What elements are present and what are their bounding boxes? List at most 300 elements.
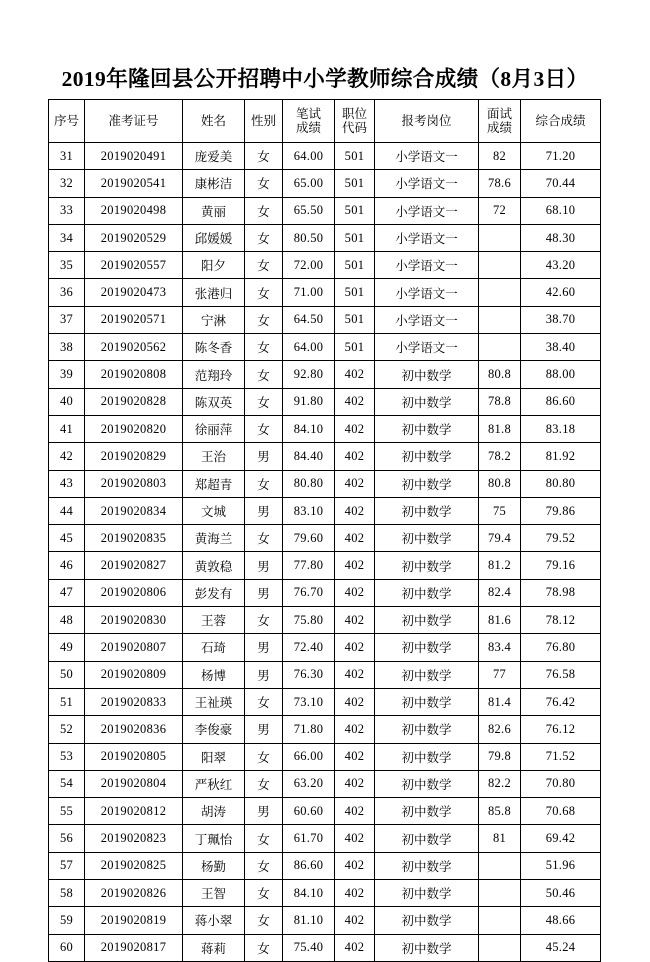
results-table-container [48, 99, 600, 962]
cell-written: 64.00 [283, 334, 335, 361]
cell-code: 501 [335, 306, 375, 333]
column-header-line: 报考岗位 [401, 113, 452, 128]
cell-name: 陈冬香 [183, 334, 245, 361]
cell-total: 38.40 [521, 334, 601, 361]
cell-total: 68.10 [521, 197, 601, 224]
column-header-line: 综合成绩 [535, 113, 586, 128]
cell-ticket: 2019020830 [85, 607, 183, 634]
cell-inter: 82.2 [479, 770, 521, 797]
cell-gender: 男 [245, 443, 283, 470]
cell-name: 徐丽萍 [183, 415, 245, 442]
cell-written: 71.00 [283, 279, 335, 306]
cell-post: 小学语文一 [375, 224, 479, 251]
cell-ticket: 2019020812 [85, 798, 183, 825]
cell-gender: 女 [245, 770, 283, 797]
cell-code: 402 [335, 825, 375, 852]
cell-seq: 44 [49, 497, 85, 524]
cell-inter: 82 [479, 143, 521, 170]
cell-post: 初中数学 [375, 607, 479, 634]
cell-code: 402 [335, 661, 375, 688]
cell-gender: 女 [245, 934, 283, 961]
table-row [49, 170, 601, 197]
cell-post: 初中数学 [375, 579, 479, 606]
cell-ticket: 2019020827 [85, 552, 183, 579]
cell-written: 79.60 [283, 525, 335, 552]
cell-post: 初中数学 [375, 825, 479, 852]
table-row [49, 825, 601, 852]
cell-inter [479, 252, 521, 279]
cell-seq: 55 [49, 798, 85, 825]
cell-code: 402 [335, 525, 375, 552]
cell-inter: 80.8 [479, 470, 521, 497]
cell-code: 402 [335, 470, 375, 497]
cell-name: 庞爱美 [183, 143, 245, 170]
cell-post: 小学语文一 [375, 279, 479, 306]
cell-post: 初中数学 [375, 497, 479, 524]
cell-written: 83.10 [283, 497, 335, 524]
cell-written: 64.50 [283, 306, 335, 333]
cell-code: 402 [335, 607, 375, 634]
cell-seq: 35 [49, 252, 85, 279]
cell-ticket: 2019020823 [85, 825, 183, 852]
cell-gender: 女 [245, 525, 283, 552]
cell-written: 91.80 [283, 388, 335, 415]
cell-post: 初中数学 [375, 388, 479, 415]
cell-ticket: 2019020833 [85, 688, 183, 715]
cell-post: 初中数学 [375, 716, 479, 743]
cell-seq: 59 [49, 907, 85, 934]
cell-total: 81.92 [521, 443, 601, 470]
table-row [49, 743, 601, 770]
cell-code: 402 [335, 552, 375, 579]
cell-gender: 男 [245, 661, 283, 688]
cell-total: 70.68 [521, 798, 601, 825]
cell-name: 阳翠 [183, 743, 245, 770]
cell-ticket: 2019020820 [85, 415, 183, 442]
cell-written: 72.00 [283, 252, 335, 279]
cell-inter: 77 [479, 661, 521, 688]
cell-inter: 81 [479, 825, 521, 852]
table-row [49, 388, 601, 415]
table-row [49, 716, 601, 743]
table-row [49, 197, 601, 224]
cell-written: 71.80 [283, 716, 335, 743]
table-row [49, 252, 601, 279]
cell-ticket: 2019020828 [85, 388, 183, 415]
column-header-gender [245, 100, 283, 143]
cell-post: 初中数学 [375, 743, 479, 770]
cell-code: 501 [335, 252, 375, 279]
table-row [49, 470, 601, 497]
cell-gender: 男 [245, 798, 283, 825]
cell-inter: 82.4 [479, 579, 521, 606]
cell-name: 王蓉 [183, 607, 245, 634]
cell-seq: 36 [49, 279, 85, 306]
cell-name: 王治 [183, 443, 245, 470]
cell-inter: 81.6 [479, 607, 521, 634]
cell-total: 71.52 [521, 743, 601, 770]
cell-post: 初中数学 [375, 470, 479, 497]
cell-post: 初中数学 [375, 415, 479, 442]
cell-ticket: 2019020541 [85, 170, 183, 197]
cell-ticket: 2019020562 [85, 334, 183, 361]
cell-inter: 78.6 [479, 170, 521, 197]
cell-post: 小学语文一 [375, 306, 479, 333]
cell-seq: 38 [49, 334, 85, 361]
column-header-total [521, 100, 601, 143]
cell-total: 76.42 [521, 688, 601, 715]
cell-seq: 53 [49, 743, 85, 770]
cell-inter: 80.8 [479, 361, 521, 388]
column-header-line: 职位 [341, 106, 367, 121]
cell-total: 76.80 [521, 634, 601, 661]
cell-gender: 女 [245, 415, 283, 442]
cell-gender: 女 [245, 388, 283, 415]
cell-total: 79.52 [521, 525, 601, 552]
cell-code: 402 [335, 770, 375, 797]
cell-seq: 43 [49, 470, 85, 497]
column-header-post [375, 100, 479, 143]
table-row [49, 634, 601, 661]
cell-code: 402 [335, 716, 375, 743]
cell-inter [479, 907, 521, 934]
cell-total: 71.20 [521, 143, 601, 170]
cell-gender: 女 [245, 306, 283, 333]
cell-name: 阳夕 [183, 252, 245, 279]
cell-gender: 女 [245, 279, 283, 306]
cell-name: 陈双英 [183, 388, 245, 415]
cell-ticket: 2019020803 [85, 470, 183, 497]
cell-code: 501 [335, 224, 375, 251]
cell-post: 小学语文一 [375, 252, 479, 279]
cell-ticket: 2019020529 [85, 224, 183, 251]
column-header-line: 面试 [486, 106, 512, 121]
cell-total: 50.46 [521, 880, 601, 907]
cell-name: 黄敦稳 [183, 552, 245, 579]
cell-written: 66.00 [283, 743, 335, 770]
table-row [49, 798, 601, 825]
table-row [49, 934, 601, 961]
cell-seq: 56 [49, 825, 85, 852]
column-header-line: 姓名 [200, 113, 226, 128]
cell-seq: 33 [49, 197, 85, 224]
cell-gender: 男 [245, 716, 283, 743]
cell-inter: 83.4 [479, 634, 521, 661]
cell-post: 小学语文一 [375, 143, 479, 170]
cell-post: 小学语文一 [375, 170, 479, 197]
table-row [49, 525, 601, 552]
column-header-inter [479, 100, 521, 143]
cell-gender: 女 [245, 825, 283, 852]
column-header-written [283, 100, 335, 143]
cell-ticket: 2019020829 [85, 443, 183, 470]
cell-written: 86.60 [283, 852, 335, 879]
cell-ticket: 2019020825 [85, 852, 183, 879]
cell-name: 郑超青 [183, 470, 245, 497]
table-row [49, 688, 601, 715]
column-header-seq [49, 100, 85, 143]
table-header-row [49, 100, 601, 143]
cell-total: 38.70 [521, 306, 601, 333]
table-row [49, 443, 601, 470]
cell-inter: 81.8 [479, 415, 521, 442]
cell-ticket: 2019020571 [85, 306, 183, 333]
cell-written: 65.50 [283, 197, 335, 224]
cell-gender: 男 [245, 634, 283, 661]
cell-post: 初中数学 [375, 552, 479, 579]
cell-inter: 78.8 [479, 388, 521, 415]
cell-inter [479, 334, 521, 361]
cell-seq: 47 [49, 579, 85, 606]
table-row [49, 661, 601, 688]
cell-written: 80.80 [283, 470, 335, 497]
cell-total: 69.42 [521, 825, 601, 852]
column-header-line: 成绩 [486, 121, 512, 135]
cell-name: 范翔玲 [183, 361, 245, 388]
cell-code: 402 [335, 934, 375, 961]
table-row [49, 497, 601, 524]
cell-ticket: 2019020809 [85, 661, 183, 688]
column-header-line: 成绩 [295, 121, 321, 135]
cell-seq: 48 [49, 607, 85, 634]
cell-gender: 女 [245, 143, 283, 170]
cell-written: 72.40 [283, 634, 335, 661]
cell-code: 501 [335, 170, 375, 197]
cell-post: 小学语文一 [375, 334, 479, 361]
table-row [49, 143, 601, 170]
cell-post: 初中数学 [375, 798, 479, 825]
cell-ticket: 2019020817 [85, 934, 183, 961]
cell-name: 石琦 [183, 634, 245, 661]
table-row [49, 361, 601, 388]
cell-inter [479, 852, 521, 879]
cell-name: 康彬洁 [183, 170, 245, 197]
cell-total: 70.44 [521, 170, 601, 197]
table-row [49, 334, 601, 361]
cell-gender: 女 [245, 252, 283, 279]
table-row [49, 224, 601, 251]
cell-gender: 女 [245, 880, 283, 907]
cell-written: 76.30 [283, 661, 335, 688]
cell-seq: 42 [49, 443, 85, 470]
table-body [49, 143, 601, 962]
cell-total: 51.96 [521, 852, 601, 879]
cell-code: 402 [335, 634, 375, 661]
table-row [49, 852, 601, 879]
cell-seq: 31 [49, 143, 85, 170]
cell-code: 402 [335, 415, 375, 442]
cell-written: 76.70 [283, 579, 335, 606]
cell-post: 初中数学 [375, 907, 479, 934]
cell-ticket: 2019020834 [85, 497, 183, 524]
column-header-line: 性别 [250, 113, 276, 128]
cell-total: 80.80 [521, 470, 601, 497]
cell-code: 402 [335, 579, 375, 606]
cell-ticket: 2019020826 [85, 880, 183, 907]
cell-total: 43.20 [521, 252, 601, 279]
cell-total: 76.12 [521, 716, 601, 743]
cell-post: 初中数学 [375, 443, 479, 470]
cell-name: 黄丽 [183, 197, 245, 224]
cell-inter: 81.4 [479, 688, 521, 715]
table-row [49, 579, 601, 606]
cell-gender: 女 [245, 361, 283, 388]
cell-post: 初中数学 [375, 880, 479, 907]
cell-name: 丁珮怡 [183, 825, 245, 852]
table-row [49, 306, 601, 333]
cell-name: 黄海兰 [183, 525, 245, 552]
column-header-line: 笔试 [295, 106, 321, 121]
cell-ticket: 2019020473 [85, 279, 183, 306]
cell-name: 张港归 [183, 279, 245, 306]
cell-gender: 女 [245, 688, 283, 715]
cell-code: 402 [335, 388, 375, 415]
cell-written: 64.00 [283, 143, 335, 170]
cell-seq: 60 [49, 934, 85, 961]
cell-post: 初中数学 [375, 852, 479, 879]
cell-written: 75.80 [283, 607, 335, 634]
table-row [49, 607, 601, 634]
cell-post: 初中数学 [375, 634, 479, 661]
cell-seq: 37 [49, 306, 85, 333]
cell-total: 83.18 [521, 415, 601, 442]
cell-total: 45.24 [521, 934, 601, 961]
cell-inter: 79.4 [479, 525, 521, 552]
cell-gender: 女 [245, 224, 283, 251]
column-header-ticket [85, 100, 183, 143]
cell-seq: 57 [49, 852, 85, 879]
cell-written: 65.00 [283, 170, 335, 197]
cell-post: 初中数学 [375, 525, 479, 552]
cell-ticket: 2019020807 [85, 634, 183, 661]
cell-total: 86.60 [521, 388, 601, 415]
cell-ticket: 2019020805 [85, 743, 183, 770]
cell-gender: 女 [245, 607, 283, 634]
cell-ticket: 2019020804 [85, 770, 183, 797]
cell-name: 严秋红 [183, 770, 245, 797]
cell-seq: 45 [49, 525, 85, 552]
cell-name: 邱媛媛 [183, 224, 245, 251]
cell-inter: 85.8 [479, 798, 521, 825]
cell-written: 92.80 [283, 361, 335, 388]
cell-seq: 54 [49, 770, 85, 797]
cell-post: 初中数学 [375, 661, 479, 688]
cell-written: 81.10 [283, 907, 335, 934]
cell-seq: 49 [49, 634, 85, 661]
cell-name: 王祉瑛 [183, 688, 245, 715]
table-row [49, 907, 601, 934]
cell-total: 78.98 [521, 579, 601, 606]
cell-seq: 50 [49, 661, 85, 688]
column-header-name [183, 100, 245, 143]
cell-seq: 32 [49, 170, 85, 197]
cell-code: 501 [335, 279, 375, 306]
cell-seq: 52 [49, 716, 85, 743]
cell-total: 88.00 [521, 361, 601, 388]
cell-ticket: 2019020819 [85, 907, 183, 934]
table-row [49, 770, 601, 797]
cell-name: 杨博 [183, 661, 245, 688]
cell-written: 63.20 [283, 770, 335, 797]
column-header-line: 准考证号 [108, 113, 159, 128]
cell-name: 蒋莉 [183, 934, 245, 961]
cell-seq: 58 [49, 880, 85, 907]
cell-inter: 81.2 [479, 552, 521, 579]
cell-written: 61.70 [283, 825, 335, 852]
cell-written: 60.60 [283, 798, 335, 825]
cell-ticket: 2019020835 [85, 525, 183, 552]
cell-code: 402 [335, 688, 375, 715]
cell-gender: 女 [245, 334, 283, 361]
cell-code: 501 [335, 197, 375, 224]
cell-seq: 46 [49, 552, 85, 579]
cell-total: 48.66 [521, 907, 601, 934]
cell-ticket: 2019020808 [85, 361, 183, 388]
cell-written: 84.10 [283, 415, 335, 442]
cell-ticket: 2019020806 [85, 579, 183, 606]
cell-written: 75.40 [283, 934, 335, 961]
cell-post: 小学语文一 [375, 197, 479, 224]
cell-gender: 男 [245, 497, 283, 524]
cell-total: 76.58 [521, 661, 601, 688]
column-header-line: 代码 [341, 121, 367, 135]
cell-code: 402 [335, 497, 375, 524]
cell-name: 蒋小翠 [183, 907, 245, 934]
cell-inter [479, 306, 521, 333]
cell-inter: 75 [479, 497, 521, 524]
table-row [49, 552, 601, 579]
cell-gender: 女 [245, 743, 283, 770]
cell-written: 84.10 [283, 880, 335, 907]
cell-seq: 34 [49, 224, 85, 251]
cell-inter [479, 934, 521, 961]
cell-name: 王智 [183, 880, 245, 907]
cell-gender: 男 [245, 552, 283, 579]
cell-ticket: 2019020557 [85, 252, 183, 279]
column-header-code [335, 100, 375, 143]
cell-gender: 女 [245, 470, 283, 497]
cell-post: 初中数学 [375, 770, 479, 797]
cell-code: 402 [335, 361, 375, 388]
cell-post: 初中数学 [375, 361, 479, 388]
cell-code: 402 [335, 907, 375, 934]
cell-gender: 男 [245, 579, 283, 606]
cell-seq: 51 [49, 688, 85, 715]
cell-name: 胡涛 [183, 798, 245, 825]
cell-inter: 82.6 [479, 716, 521, 743]
cell-seq: 39 [49, 361, 85, 388]
cell-code: 402 [335, 798, 375, 825]
cell-code: 501 [335, 334, 375, 361]
page-title: 2019年隆回县公开招聘中小学教师综合成绩（8月3日） [61, 67, 589, 91]
cell-seq: 41 [49, 415, 85, 442]
cell-code: 501 [335, 143, 375, 170]
cell-inter: 79.8 [479, 743, 521, 770]
cell-gender: 女 [245, 907, 283, 934]
cell-written: 80.50 [283, 224, 335, 251]
cell-total: 78.12 [521, 607, 601, 634]
cell-name: 彭发有 [183, 579, 245, 606]
cell-name: 文城 [183, 497, 245, 524]
cell-written: 77.80 [283, 552, 335, 579]
cell-inter [479, 224, 521, 251]
cell-ticket: 2019020498 [85, 197, 183, 224]
cell-code: 402 [335, 743, 375, 770]
cell-name: 杨勤 [183, 852, 245, 879]
cell-total: 48.30 [521, 224, 601, 251]
exam-results-table [48, 99, 601, 962]
cell-code: 402 [335, 852, 375, 879]
